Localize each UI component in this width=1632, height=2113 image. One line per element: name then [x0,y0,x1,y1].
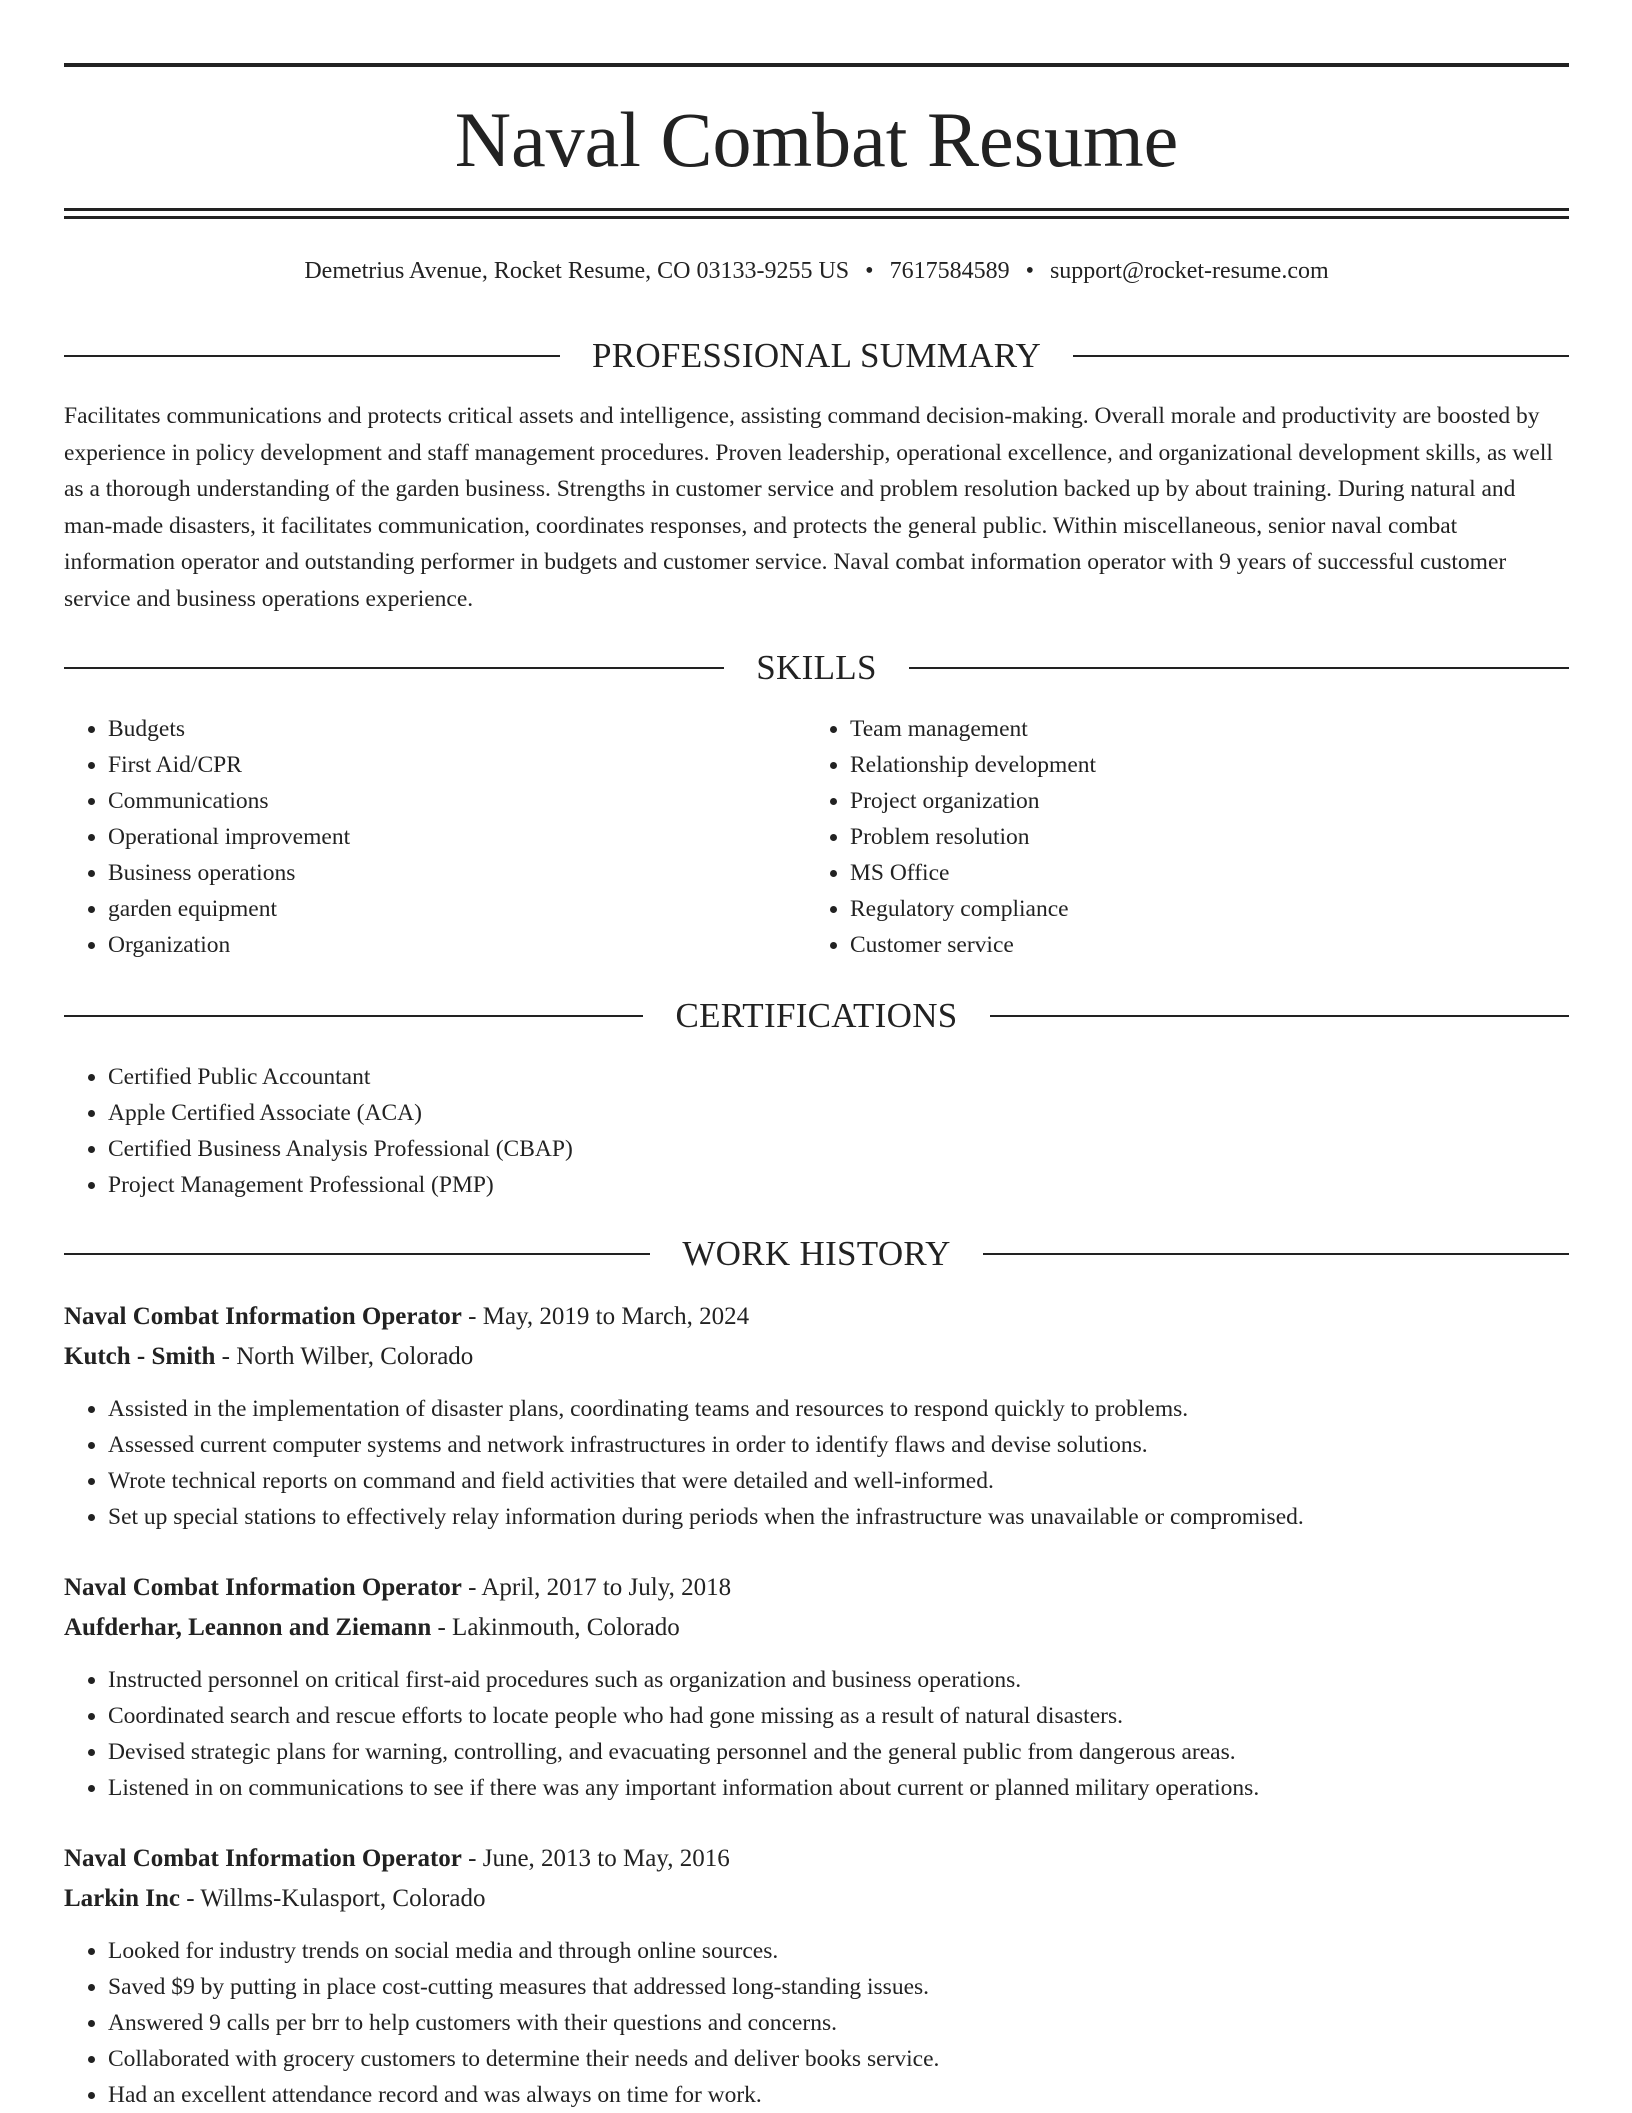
section-heading-summary [64,334,1569,378]
job-location: - Willms-Kulasport, Colorado [180,1885,486,1912]
section-heading-skills [64,646,1569,690]
job-location: - North Wilber, Colorado [215,1343,474,1370]
job-company-line [64,1610,1569,1646]
job-title-line [64,1299,1569,1335]
job-title: Naval Combat Information Operator [64,1574,462,1601]
job-title-line [64,1841,1569,1877]
job-title: Naval Combat Information Operator [64,1303,462,1330]
section-rule-left [64,355,560,357]
job-duty-item: • Set up special stations to effectively relay information during periods when the infrastructure was unavailable or compromised. [108,1499,1569,1535]
skills-column-left [64,711,764,963]
contact-separator: • [865,258,874,284]
skill-item: • Organization [108,927,764,963]
certifications-list [64,1059,1569,1203]
job-duty-item: • Saved $9 by putting in place cost-cutting measures that addressed long-standing issues. [108,1969,1569,2005]
job-duties-list [64,1933,1569,2113]
contact-separator: • [1025,258,1034,284]
skill-item: • garden equipment [108,891,764,927]
skills-list-left [64,711,764,963]
skill-item: • Regulatory compliance [850,891,1506,927]
job-location: - Lakinmouth, Colorado [431,1614,680,1641]
skill-item: • Relationship development [850,747,1506,783]
skills-list-right [806,711,1506,963]
skill-item: • Team management [850,711,1506,747]
job-title-line [64,1570,1569,1606]
section-rule-left [64,1253,650,1255]
job-duty-item: • Listened in on communications to see if there was any important information about current or planned military operations. [108,1770,1569,1806]
job-duty-item: • Devised strategic plans for warning, controlling, and evacuating personnel and the general public from dangerous areas. [108,1734,1569,1770]
job-dates: - June, 2013 to May, 2016 [461,1845,730,1872]
job-duty-item: • Had an excellent attendance record and was always on time for work. [108,2077,1569,2113]
section-title-skills: SKILLS [756,648,877,687]
job-company: Larkin Inc [64,1885,181,1912]
section-title-certifications: CERTIFICATIONS [675,996,958,1035]
resume-title: Naval Combat Resume [454,96,1179,183]
header-double-rule-lower [64,216,1569,219]
header-double-rule-upper [64,208,1569,211]
job-duty-item: • Looked for industry trends on social media and through online sources. [108,1933,1569,1969]
job-company-line [64,1339,1569,1375]
header-top-rule [64,63,1569,67]
skill-item: • Problem resolution [850,819,1506,855]
job-duty-item: • Assisted in the implementation of disaster plans, coordinating teams and resources to respond quickly to problems. [108,1391,1569,1427]
contact-line [64,254,1569,288]
contact-phone: 7617584589 [889,258,1010,284]
job-duties-list [64,1662,1569,1806]
contact-email: support@rocket-resume.com [1049,258,1329,284]
skill-item: • Project organization [850,783,1506,819]
job-duties-list [64,1391,1569,1535]
job-duty-item: • Collaborated with grocery customers to determine their needs and deliver books service. [108,2041,1569,2077]
section-heading-certifications [64,994,1569,1038]
skill-item: • Budgets [108,711,764,747]
job-duty-item: • Instructed personnel on critical first-aid procedures such as organization and business operations. [108,1662,1569,1698]
job-company: Aufderhar, Leannon and Ziemann [64,1614,432,1641]
section-title-summary: PROFESSIONAL SUMMARY [591,336,1042,375]
section-title-work-history: WORK HISTORY [682,1234,951,1273]
job-title: Naval Combat Information Operator [64,1845,462,1872]
certification-item: • Project Management Professional (PMP) [108,1167,1569,1203]
job-duty-item: • Assessed current computer systems and network infrastructures in order to identify flaws and devise solutions. [108,1427,1569,1463]
job-company-line [64,1881,1569,1917]
certification-item: • Certified Business Analysis Professional (CBAP) [108,1131,1569,1167]
job-dates: - May, 2019 to March, 2024 [461,1303,750,1330]
job-entry [64,1841,1569,2113]
skill-item: • Operational improvement [108,819,764,855]
skill-item: • Communications [108,783,764,819]
job-duty-item: • Wrote technical reports on command and field activities that were detailed and well-informed. [108,1463,1569,1499]
skill-item: • Business operations [108,855,764,891]
section-rule-left [64,667,724,669]
skill-item: • Customer service [850,927,1506,963]
job-dates: - April, 2017 to July, 2018 [461,1574,732,1601]
skill-item: • MS Office [850,855,1506,891]
skills-column-right [806,711,1506,963]
contact-address: Demetrius Avenue, Rocket Resume, CO 03133-9255 US [304,258,850,284]
section-heading-work-history [64,1232,1569,1276]
professional-summary-text: Facilitates communications and protects critical assets and intelligence, assisting command decision-making. Overall morale and productivity are boosted by experience in policy development and staff management procedures. Proven leadership, operational excellence, and organizational development skills, as well as a thorough understanding of the garden business. Strengths in customer service and problem resolution backed up by about training. During natural and man-made disasters, it facilitates communication, coordinates responses, and protects the general public. Within miscellaneous, senior naval combat information operator and outstanding performer in budgets and customer service. Naval combat information operator with 9 years of successful customer service and business operations experience. [64,403,1553,612]
section-rule-right [1073,355,1569,357]
certifications-block [64,1059,1569,1203]
section-rule-right [909,667,1569,669]
skill-item: • First Aid/CPR [108,747,764,783]
job-entry [64,1570,1569,1806]
section-rule-right [983,1253,1569,1255]
certification-item: • Apple Certified Associate (ACA) [108,1095,1569,1131]
job-duty-item: • Coordinated search and rescue efforts to locate people who had gone missing as a result of natural disasters. [108,1698,1569,1734]
certification-item: • Certified Public Accountant [108,1059,1569,1095]
job-duty-item: • Answered 9 calls per brr to help customers with their questions and concerns. [108,2005,1569,2041]
section-rule-right [990,1015,1569,1017]
section-rule-left [64,1015,643,1017]
job-company: Kutch - Smith [64,1343,216,1370]
job-entry [64,1299,1569,1535]
